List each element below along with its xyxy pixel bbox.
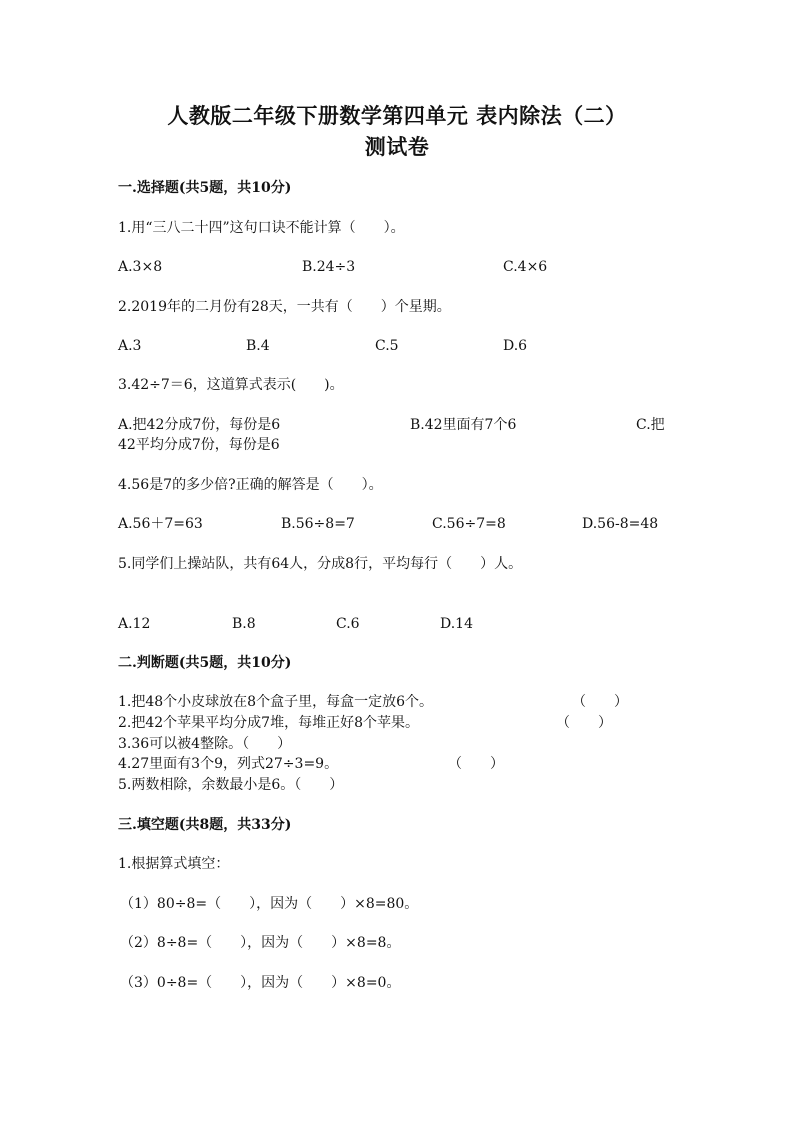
q2-option-a: A.3 bbox=[118, 338, 142, 354]
q3-stem: 3.42÷7＝6，这道算式表示( )。 bbox=[118, 377, 344, 393]
q5-option-b: B.8 bbox=[232, 616, 256, 632]
fill-q1-part-3: （3）0÷8=（ ），因为（ ）×8=0。 bbox=[120, 975, 401, 991]
judge-item-4: 4.27里面有3个9，列式27÷3=9。 bbox=[118, 756, 339, 772]
document-title: 人教版二年级下册数学第四单元 表内除法（二） bbox=[167, 103, 627, 128]
section1-heading: 一.选择题(共5题，共10分) bbox=[118, 180, 292, 196]
q2-stem: 2.2019年的二月份有28天，一共有（ ）个星期。 bbox=[118, 299, 451, 315]
section3-heading: 三.填空题(共8题，共33分) bbox=[118, 817, 292, 833]
q5-stem: 5.同学们上操站队，共有64人，分成8行，平均每行（ ）人。 bbox=[118, 556, 523, 572]
judge-item-5: 5.两数相除，余数最小是6。（ ） bbox=[118, 777, 344, 793]
section2-heading: 二.判断题(共5题，共10分) bbox=[118, 655, 292, 671]
q3-option-a: A.把42分成7份，每份是6 bbox=[118, 417, 281, 433]
judge-item-2-bracket: （ ） bbox=[556, 715, 612, 731]
document-subtitle: 测试卷 bbox=[364, 134, 430, 159]
q3-option-c-continued: 42平均分成7份，每份是6 bbox=[118, 437, 280, 453]
q4-option-d: D.56-8=48 bbox=[582, 516, 659, 532]
q1-option-a: A.3×8 bbox=[118, 259, 163, 275]
q3-option-c: C.把 bbox=[636, 417, 665, 433]
q3-option-b: B.42里面有7个6 bbox=[410, 417, 517, 433]
judge-item-1: 1.把48个小皮球放在8个盒子里，每盒一定放6个。 bbox=[118, 694, 433, 710]
judge-item-2: 2.把42个苹果平均分成7堆，每堆正好8个苹果。 bbox=[118, 715, 419, 731]
q4-option-b: B.56÷8=7 bbox=[281, 516, 355, 532]
q1-stem: 1.用“三八二十四”这句口诀不能计算（ ）。 bbox=[118, 220, 405, 236]
q4-option-a: A.56＋7=63 bbox=[118, 516, 203, 532]
q2-option-b: B.4 bbox=[246, 338, 270, 354]
q5-option-d: D.14 bbox=[440, 616, 473, 632]
fill-q1-part-2: （2）8÷8=（ ），因为（ ）×8=8。 bbox=[120, 935, 401, 951]
fill-q1-stem: 1.根据算式填空： bbox=[118, 856, 230, 872]
judge-item-4-bracket: （ ） bbox=[448, 756, 504, 772]
q5-option-a: A.12 bbox=[118, 616, 151, 632]
judge-item-1-bracket: （ ） bbox=[572, 694, 628, 710]
judge-item-3: 3.36可以被4整除。（ ） bbox=[118, 736, 292, 752]
q4-stem: 4.56是7的多少倍?正确的解答是（ ）。 bbox=[118, 477, 383, 493]
q2-option-d: D.6 bbox=[503, 338, 528, 354]
q4-option-c: C.56÷7=8 bbox=[432, 516, 506, 532]
q2-option-c: C.5 bbox=[375, 338, 399, 354]
q5-option-c: C.6 bbox=[336, 616, 360, 632]
q1-option-c: C.4×6 bbox=[503, 259, 548, 275]
fill-q1-part-1: （1）80÷8=（ ），因为（ ）×8=80。 bbox=[120, 896, 419, 912]
q1-option-b: B.24÷3 bbox=[302, 259, 356, 275]
